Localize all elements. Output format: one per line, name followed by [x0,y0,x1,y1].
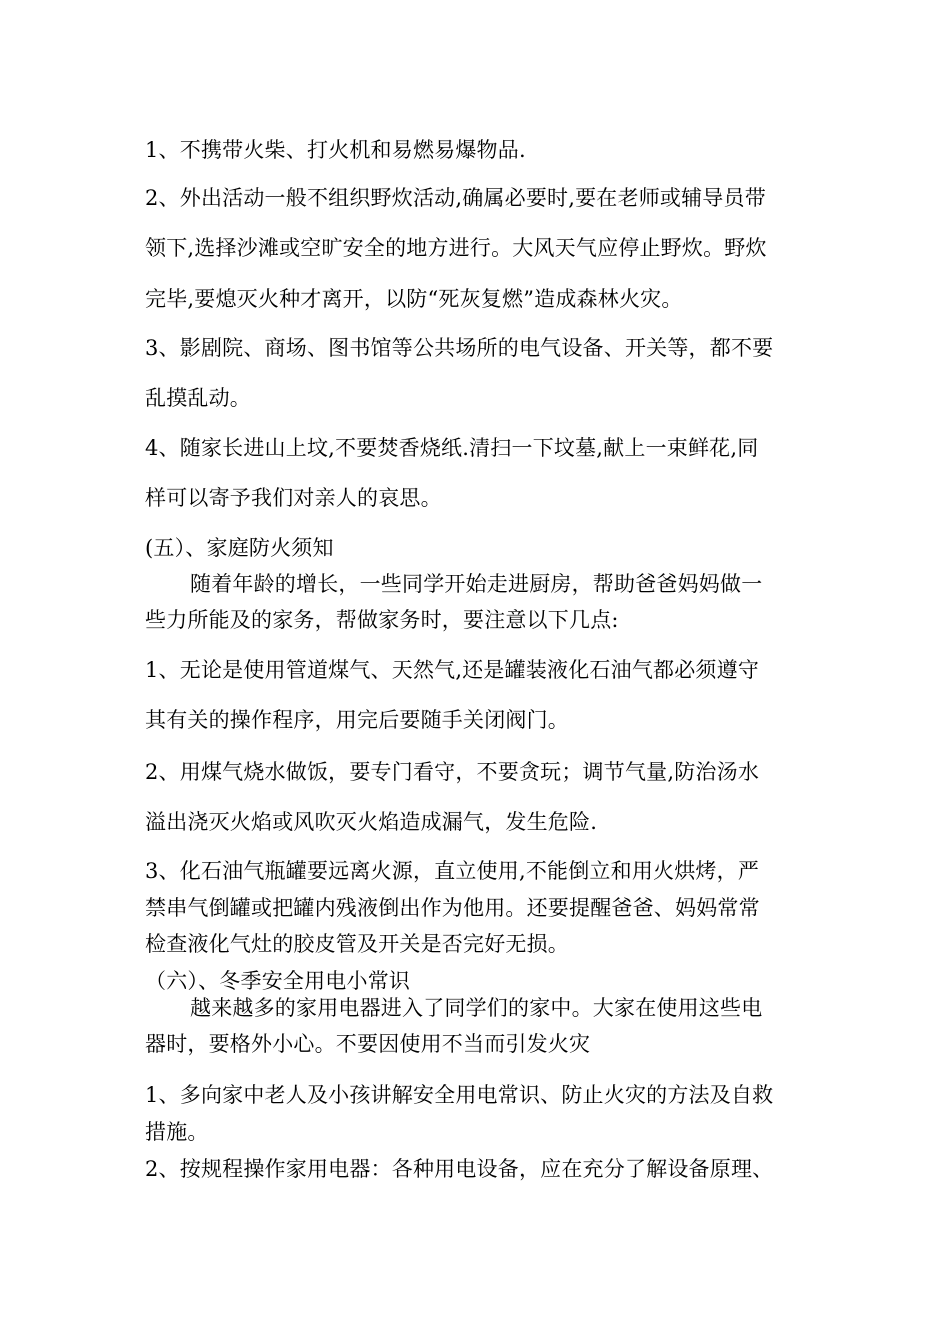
section-heading: （六）、冬季安全用电小常识 [145,969,411,993]
text-line: 领下,选择沙滩或空旷安全的地方进行。大风天气应停止野炊。野炊 [145,236,767,260]
text-line: 1、无论是使用管道煤气、天然气,还是罐装液化石油气都必须遵守 [145,658,760,682]
text-line: 1、多向家中老人及小孩讲解安全用电常识、防止火灾的方法及自救 [145,1083,774,1107]
paragraph-line: 随着年龄的增长，一些同学开始走进厨房，帮助爸爸妈妈做一 [190,572,763,596]
text-line: 2、用煤气烧水做饭，要专门看守，不要贪玩；调节气量,防治汤水 [145,760,760,784]
text-line: 禁串气倒罐或把罐内残液倒出作为他用。还要提醒爸爸、妈妈常常 [145,896,760,920]
text-line: 乱摸乱动。 [145,386,251,410]
text-line: 样可以寄予我们对亲人的哀思。 [145,486,442,510]
paragraph-line: 越来越多的家用电器进入了同学们的家中。大家在使用这些电 [190,996,763,1020]
text-line: 器时，要格外小心。不要因使用不当而引发火灾 [145,1032,591,1056]
text-line: 完毕,要熄灭火种才离开，以防“死灰复燃”造成森林火灾。 [145,287,683,311]
text-line: 些力所能及的家务，帮做家务时，要注意以下几点: [145,608,619,632]
text-line: 3、影剧院、商场、图书馆等公共场所的电气设备、开关等，都不要 [145,336,774,360]
text-line: 2、外出活动一般不组织野炊活动,确属必要时,要在老师或辅导员带 [145,186,766,210]
text-line: 1、不携带火柴、打火机和易燃易爆物品. [145,138,526,162]
section-heading: (五）、家庭防火须知 [145,536,334,560]
text-line: 2、按规程操作家用电器：各种用电设备，应在充分了解设备原理、 [145,1157,774,1181]
text-line: 其有关的操作程序，用完后要随手关闭阀门。 [145,708,569,732]
text-line: 检查液化气灶的胶皮管及开关是否完好无损。 [145,932,569,956]
text-line: 措施。 [145,1120,209,1144]
text-line: 溢出浇灭火焰或风吹灭火焰造成漏气，发生危险. [145,810,598,834]
text-line: 3、化石油气瓶罐要远离火源，直立使用,不能倒立和用火烘烤，严 [145,859,760,883]
text-line: 4、随家长进山上坟,不要焚香烧纸.清扫一下坟墓,献上一束鲜花,同 [145,436,759,460]
